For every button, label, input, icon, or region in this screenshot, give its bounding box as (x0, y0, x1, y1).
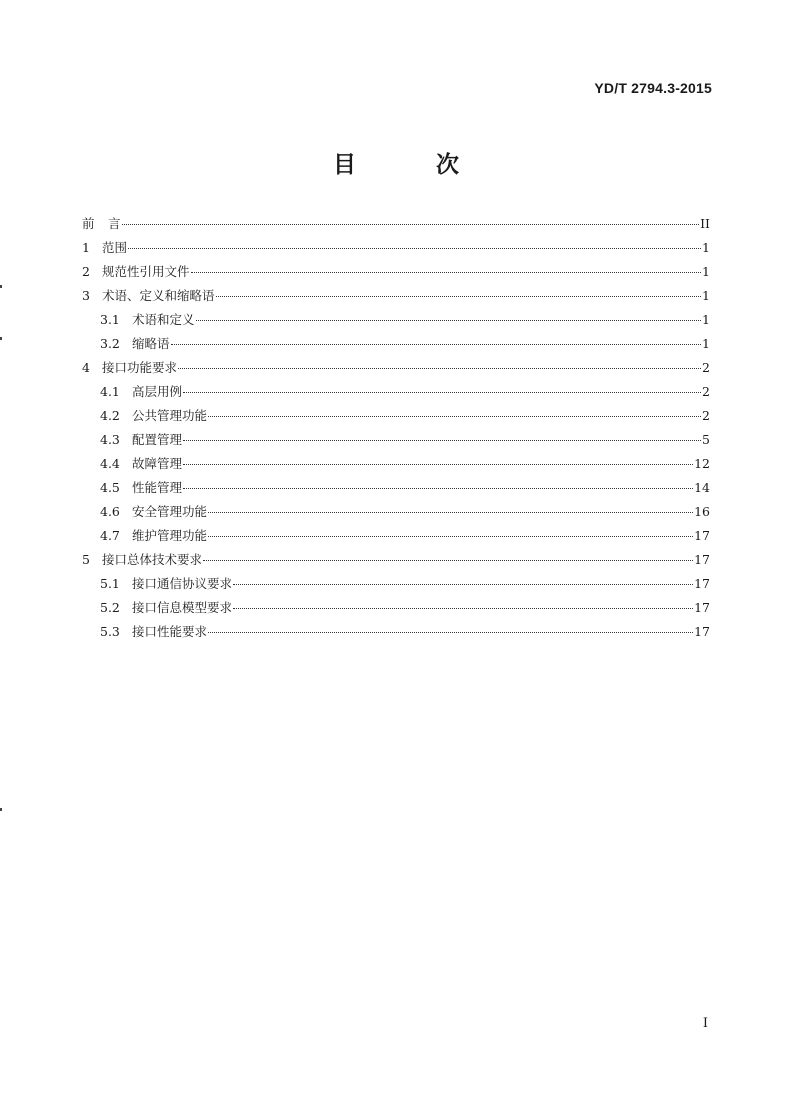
toc-entry-number: 3.1 (100, 312, 120, 327)
toc-entry-page: 1 (702, 264, 710, 279)
toc-entry[interactable] (82, 404, 710, 428)
toc-entry[interactable] (82, 452, 710, 476)
toc-entry-page: 14 (694, 480, 710, 495)
toc-entry-number: 4.3 (100, 432, 120, 447)
toc-entry[interactable] (82, 596, 710, 620)
toc-entry-label: 高层用例 (132, 384, 183, 399)
scan-mark (0, 808, 2, 811)
toc-entry-page: 17 (694, 552, 710, 567)
toc-entry-label: 缩略语 (132, 336, 170, 351)
toc-dot-leader (122, 224, 700, 225)
toc-dot-leader (196, 320, 702, 321)
toc-entry-page: 17 (694, 624, 710, 639)
toc-entry[interactable] (82, 332, 710, 356)
toc-entry-page: 1 (702, 240, 710, 255)
toc-entry-number: 4.2 (100, 408, 120, 423)
toc-entry-page: 5 (702, 432, 710, 447)
toc-entry[interactable] (82, 476, 710, 500)
toc-entry-page: 17 (694, 576, 710, 591)
toc-dot-leader (208, 416, 701, 417)
toc-entry-label: 术语和定义 (132, 312, 195, 327)
toc-entry-label: 规范性引用文件 (102, 264, 190, 279)
toc-dot-leader (171, 344, 702, 345)
toc-entry-label: 术语、定义和缩略语 (102, 288, 215, 303)
toc-dot-leader (216, 296, 702, 297)
toc-entry-label: 接口性能要求 (132, 624, 208, 639)
toc-entry[interactable] (82, 548, 710, 572)
toc-entry-page: 2 (702, 360, 710, 375)
toc-dot-leader (183, 488, 693, 489)
toc-entry[interactable] (82, 260, 710, 284)
page-number: I (702, 1016, 708, 1031)
toc-dot-leader (233, 584, 693, 585)
toc-entry-number: 5.1 (100, 576, 120, 591)
toc-dot-leader (178, 368, 701, 369)
page-title: 目 次 (332, 152, 495, 178)
scan-mark (0, 285, 2, 288)
toc-entry[interactable] (82, 284, 710, 308)
toc-entry[interactable] (82, 572, 710, 596)
toc-entry-label: 公共管理功能 (132, 408, 208, 423)
toc-entry-number: 3 (82, 288, 90, 303)
toc-entry-number: 4.4 (100, 456, 120, 471)
toc-entry-number: 4.7 (100, 528, 120, 543)
toc-dot-leader (203, 560, 693, 561)
toc-dot-leader (208, 512, 693, 513)
toc-entry[interactable] (82, 620, 710, 644)
toc-entry[interactable] (82, 380, 710, 404)
toc-entry-page: 1 (702, 336, 710, 351)
toc-entry-label: 维护管理功能 (132, 528, 208, 543)
toc-dot-leader (208, 632, 693, 633)
toc-entry[interactable] (82, 308, 710, 332)
toc-entry-label: 接口通信协议要求 (132, 576, 233, 591)
toc-entry[interactable] (82, 428, 710, 452)
toc-dot-leader (208, 536, 693, 537)
toc-entry-label: 配置管理 (132, 432, 183, 447)
toc-entry-number: 5.2 (100, 600, 120, 615)
toc-dot-leader (183, 392, 701, 393)
toc-entry-number: 5 (82, 552, 90, 567)
toc-entry-label: 接口功能要求 (102, 360, 178, 375)
toc-entry[interactable] (82, 524, 710, 548)
toc-entry-page: II (700, 216, 710, 231)
table-of-contents (82, 212, 710, 644)
toc-entry-label: 故障管理 (132, 456, 183, 471)
toc-entry-number: 4 (82, 360, 90, 375)
toc-dot-leader (128, 248, 701, 249)
toc-dot-leader (183, 440, 701, 441)
toc-dot-leader (191, 272, 702, 273)
toc-entry-page: 17 (694, 528, 710, 543)
toc-entry-label: 范围 (102, 240, 128, 255)
toc-entry-number: 4.5 (100, 480, 120, 495)
document-code: YD/T 2794.3-2015 (594, 80, 712, 96)
toc-entry-page: 12 (694, 456, 710, 471)
toc-entry-label: 性能管理 (132, 480, 183, 495)
toc-entry[interactable] (82, 236, 710, 260)
toc-entry-number: 3.2 (100, 336, 120, 351)
toc-entry-page: 1 (702, 288, 710, 303)
toc-entry-label: 接口信息模型要求 (132, 600, 233, 615)
toc-entry-page: 17 (694, 600, 710, 615)
toc-entry[interactable] (82, 500, 710, 524)
toc-entry-number: 2 (82, 264, 90, 279)
toc-entry[interactable] (82, 356, 710, 380)
toc-entry-number: 4.6 (100, 504, 120, 519)
toc-entry-page: 2 (702, 408, 710, 423)
toc-entry-page: 2 (702, 384, 710, 399)
toc-entry-page: 16 (694, 504, 710, 519)
toc-entry-label: 言 (108, 216, 121, 231)
toc-entry-number: 前 (82, 216, 95, 231)
toc-entry-number: 5.3 (100, 624, 120, 639)
toc-entry-label: 接口总体技术要求 (102, 552, 203, 567)
toc-entry[interactable] (82, 212, 710, 236)
scan-mark (0, 337, 2, 340)
toc-dot-leader (183, 464, 693, 465)
toc-entry-label: 安全管理功能 (132, 504, 208, 519)
toc-dot-leader (233, 608, 693, 609)
toc-entry-number: 4.1 (100, 384, 120, 399)
toc-entry-page: 1 (702, 312, 710, 327)
toc-entry-number: 1 (82, 240, 90, 255)
